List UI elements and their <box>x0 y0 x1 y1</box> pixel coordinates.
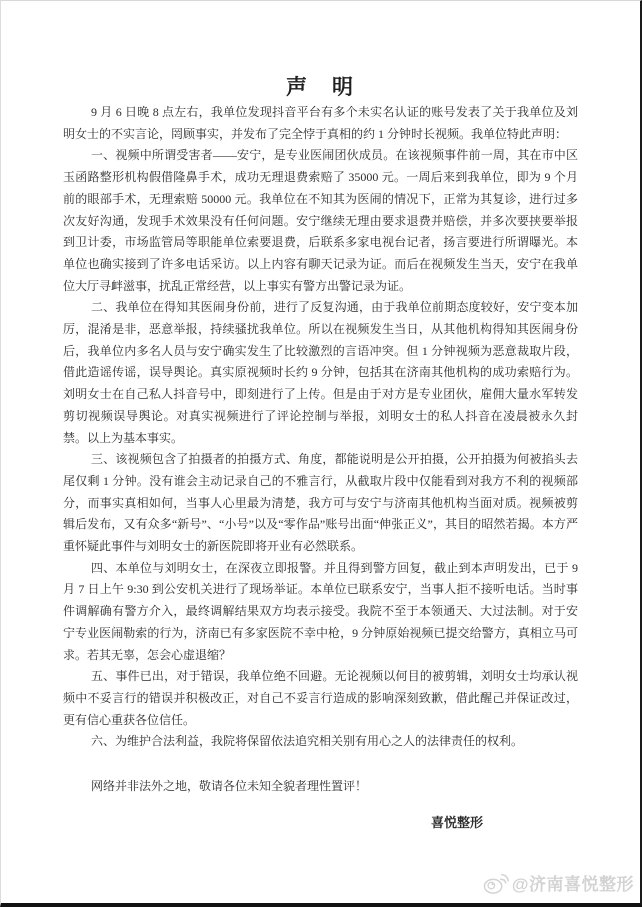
signature: 喜悦整形 <box>430 814 483 830</box>
closing-remark: 网络并非法外之地，敬请各位未知全貌者理性置评！ <box>91 779 368 794</box>
watermark <box>483 870 634 895</box>
paragraph-section-1: 一、视频中所谓受害者——安宁，是专业医闹团伙成员。在该视频事件前一周，其在市中区玉函路整形机构假借隆鼻手术，成功无理退费索赔了 35000 元。一周后来到我单位，即为 9 个月前的眼部手术，无理索赔 50000 元。我单位在不知其为医闹的情况下，正常为其复诊，进行过多次友好沟通，发现手术效果没有任何问题。安宁继续无理由要求退费并赔偿，并多次要挟要举报到卫计委，市场监管局等职能单位索要退费，后联系多家电视台记者，扬言要进行所谓曝光。本单位也确实接到了许多电话采访。以上内容有聊天记录为证。而后在视频发生当天，安宁在我单位大厅寻衅滋事，扰乱正常经营，以上事实有警方出警记录为证。 <box>63 148 578 293</box>
paragraph-section-6: 六、为维护合法利益，我院将保留依法追究相关别有用心之人的法律责任的权利。 <box>91 734 524 749</box>
document-title: 声 明 <box>286 75 355 99</box>
paragraph-intro: 9 月 6 日晚 8 点左右，我单位发现抖音平台有多个未实名认证的账号发表了关于我单位及刘明女士的不实言论，罔顾事实，并发布了完全悖于真相的约 1 分钟时长视频。我单位特此声明： <box>63 105 578 141</box>
paragraph-section-4: 四、本单位与刘明女士，在深夜立即报警。并且得到警方回复，截止到本声明发出，已于 9 月 7 日上午 9:30 到公安机关进行了现场举证。本单位已联系安宁，当事人拒不接听电话。当时事件调解确有警方介入，最终调解结果双方均表示接受。我院不至于本领通天、大过法制。对于安宁专业医闹勒索的行为，济南已有多家医院不幸中枪，9 分钟原始视频已提交给警方，真相立马可求。若其无辜，怎会心虚退缩？ <box>63 560 578 662</box>
weibo-icon <box>483 871 509 895</box>
paragraph-section-3: 三、该视频包含了拍摄者的拍摄方式、角度，都能说明是公开拍摄，公开拍摄为何被掐头去尾仅剩 1 分钟。没有谁会主动记录自己的不雅言行，从截取片段中仅能看到对我方不利的视频部分，而事实真相如何，当事人心里最为清楚，我方可与安宁与济南其他机构当面对质。视频被剪辑后发布，又有众多“新号”、“小号”以及“零作品”账号出面“伸张正义”，其目的昭然若揭。本方严重怀疑此事件与刘明女士的新医院即将开业有必然联系。 <box>63 452 578 554</box>
paragraph-section-2: 二、我单位在得知其医闹身份前，进行了反复沟通，由于我单位前期态度较好，安宁变本加厉，混淆是非，恶意举报，持续骚扰我单位。所以在视频发生当日，从其他机构得知其医闹身份后，我单位内多名人员与安宁确实发生了比较激烈的言语冲突。但 1 分钟视频为恶意裁取片段，借此造谣传谣，误导舆论。真实原视频时长约 9 分钟，包括其在济南其他机构的成功索赔行为。刘明女士在自己私人抖音号中，即刻进行了上传。但是由于对方是专业团伙，雇佣大量水军转发剪切视频误导舆论。对真实视频进行了评论控制与举报，刘明女士的私人抖音在凌晨被永久封禁。以上为基本事实。 <box>63 300 578 445</box>
watermark-text: @济南喜悦整形 <box>511 875 634 894</box>
paragraph-section-5: 五、事件已出，对于错误，我单位绝不回避。无论视频以何目的被剪辑，刘明女士均承认视频中不妥言行的错误并积极改正，对自己不妥言行造成的影响深刻致歉，借此醒己并保证改过，更有信心重获各位信任。 <box>63 669 578 727</box>
